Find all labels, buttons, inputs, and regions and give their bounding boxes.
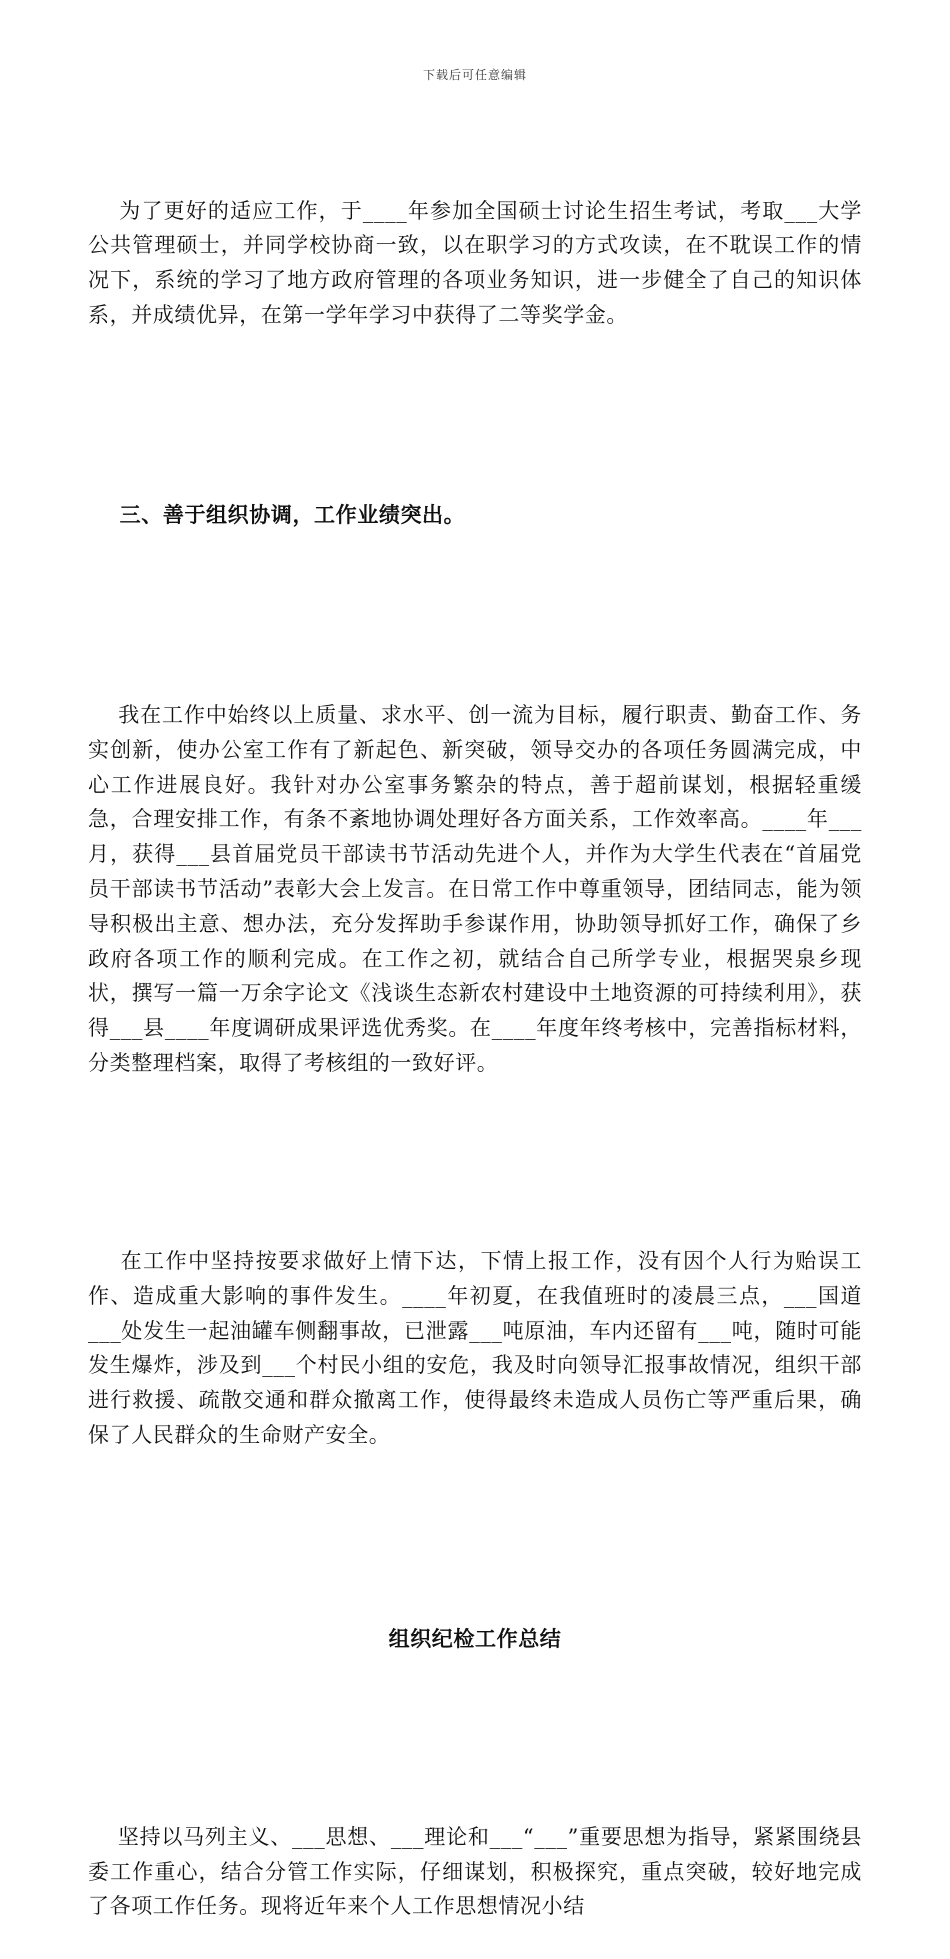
paragraph-discipline-summary: 坚持以马列主义、___思想、___理论和___“___”重要思想为指导，紧紧围绕县委工作重心，结合分管工作实际，仔细谋划，积极探究，重点突破，较好地完成了各项工作任务。现将近年来个人工作思想情况小结 xyxy=(88,1824,862,1919)
paragraph-spacer xyxy=(88,602,862,628)
document-body xyxy=(88,124,862,1959)
paragraph-spacer xyxy=(88,1522,862,1552)
section-heading-3: 三、善于组织协调，工作业绩突出。 xyxy=(88,501,466,527)
paragraph-accident-response: 在工作中坚持按要求做好上情下达，下情上报工作，没有因个人行为贻误工作、造成重大影响的事件发生。____年初夏，在我值班时的凌晨三点，___国道___处发生一起油罐车侧翻事故，已泄露___吨原油，车内还留有___吨，随时可能发生爆炸，涉及到___个村民小组的安危，我及时向领导汇报事故情况，组织干部进行救援、疏散交通和群众撤离工作，使得最终未造成人员伤亡等严重后果，确保了人民群众的生命财产安全。 xyxy=(88,1248,862,1447)
paragraph-office-work: 我在工作中始终以上质量、求水平、创一流为目标，履行职责、勤奋工作、务实创新，使办公室工作有了新起色、新突破，领导交办的各项任务圆满完成，中心工作进展良好。我针对办公室事务繁杂的特点，善于超前谋划，根据轻重缓急，合理安排工作，有条不紊地协调处理好各方面关系，工作效率高。____年___月，获得___县首届党员干部读书节活动先进个人，并作为大学生代表在“首届党员干部读书节活动”表彰大会上发言。在日常工作中尊重领导，团结同志，能为领导积极出主意、想办法，充分发挥助手参谋作用，协助领导抓好工作，确保了乡政府各项工作的顺利完成。在工作之初，就结合自己所学专业，根据哭泉乡现状，撰写一篇一万余字论文《浅谈生态新农村建设中土地资源的可持续利用》，获得___县____年度调研成果评选优秀奖。在____年度年终考核中，完善指标材料，分类整理档案，取得了考核组的一致好评。 xyxy=(88,702,862,1075)
paragraph-spacer xyxy=(88,1150,862,1174)
page-header-note: 下载后可任意编辑 xyxy=(422,68,527,82)
paragraph-study: 为了更好的适应工作，于____年参加全国硕士讨论生招生考试，考取___大学公共管理硕士，并同学校协商一致，以在职学习的方式攻读，在不耽误工作的情况下，系统的学习了地方政府管理的各项业务知识，进一步健全了自己的知识体系，并成绩优异，在第一学年学习中获得了二等奖学金。 xyxy=(88,198,862,327)
paragraph-spacer xyxy=(88,1726,862,1750)
document-section-title: 组织纪检工作总结 xyxy=(388,1625,562,1651)
paragraph-spacer xyxy=(88,402,862,428)
